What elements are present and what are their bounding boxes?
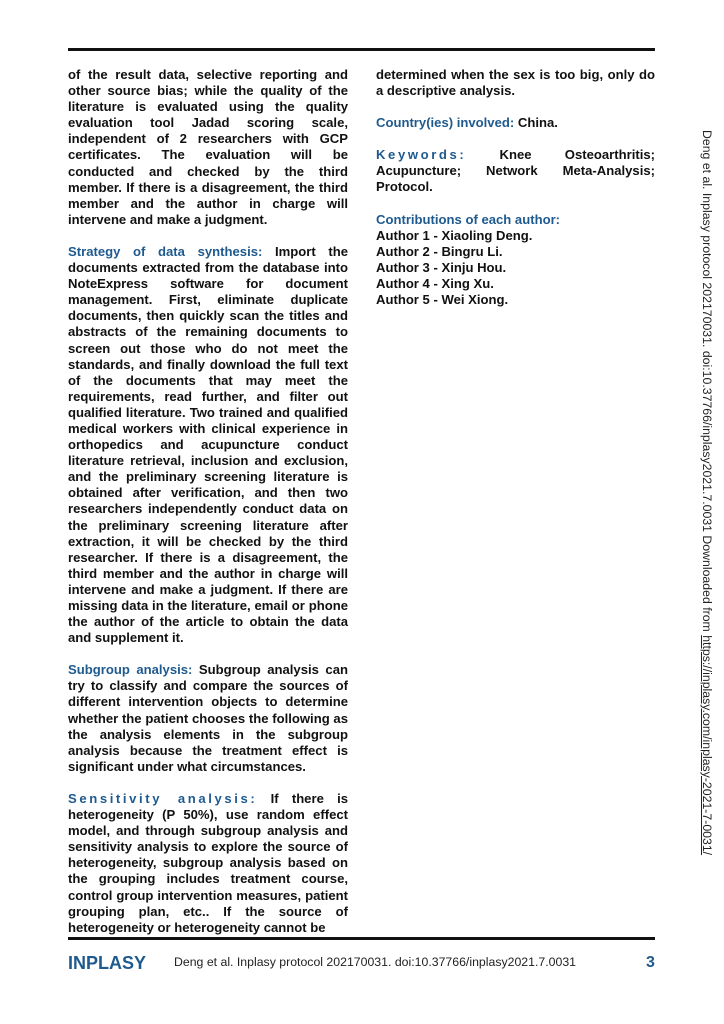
section-body: Knee Osteoarthritis; Acupuncture; Network Meta-Analysis; Protocol. [376, 147, 655, 195]
author-item: Author 4 - Xing Xu. [376, 275, 494, 291]
section-heading: Strategy of data synthesis: [68, 243, 263, 259]
footer-brand-logo: INPLASY [68, 953, 147, 973]
section-body: China. [514, 115, 558, 131]
page-number: 3 [646, 954, 655, 971]
section-subgroup-analysis [68, 662, 348, 775]
download-link[interactable]: https://inplasy.com/inplasy-2021-7-0031/ [700, 635, 714, 856]
side-note-text: Deng et al. Inplasy protocol 202170031. doi:10.37766/inplasy2021.7.0031 Downloaded from [700, 130, 714, 636]
section-body: Subgroup analysis can try to classify and compare the sources of different intervention objects to determine whether the patient chooses the following as the analysis elements in the subgroup analysis because the treatment effect is significant under what circumstances. [68, 662, 348, 774]
section-heading: Contributions of each author: [376, 211, 561, 227]
author-item: Author 3 - Xinju Hou. [376, 259, 507, 275]
section-body: Import the documents extracted from the database into NoteExpress software for document management. First, eliminate duplicate documents, then quickly scan the titles and abstracts of the remaining documents to screen out those who do not meet the standards, and finally download the full text of the documents that may meet the requirements, read further, and filter out qualified literature. Two trained and qualified medical workers with clinical experience in orthopedics and acupuncture conduct literature retrieval, inclusion and exclusion, and the preliminary screening literature is obtained after verification, and then two researchers independently conduct data on the preliminary screening literature after extraction, it will be checked by the third researcher. If there is a disagreement, the third member and the author in charge will intervene and make a judgment. If there are missing data in the literature, email or phone the author of the article to obtain the data and supplement it. [68, 243, 349, 646]
left-column [68, 67, 348, 952]
section-data-synthesis [68, 244, 348, 646]
section-heading: Sensitivity analysis: [68, 790, 258, 806]
continuation-paragraph: determined when the sex is too big, only do a descriptive analysis. [376, 67, 655, 99]
side-download-note [700, 130, 714, 880]
section-keywords [376, 147, 655, 195]
footer-rule [68, 937, 655, 940]
section-sensitivity-analysis [68, 791, 348, 936]
section-heading: Keywords: [376, 147, 467, 163]
author-item: Author 1 - Xiaoling Deng. [376, 227, 533, 243]
section-heading: Country(ies) involved: [376, 115, 515, 131]
continuation-paragraph: of the result data, selective reporting and other source bias; while the quality of the literature is evaluated using the quality evaluation tool Jadad scoring scale, independent of 2 researchers with GCP certificates. The evaluation will be conducted and checked by the third member. If there is a disagreement, the third member and the author in charge will intervene and make a judgment. [68, 67, 348, 227]
section-country [376, 115, 655, 131]
author-item: Author 5 - Wei Xiong. [376, 292, 509, 308]
section-heading: Subgroup analysis: [68, 662, 193, 678]
section-body: If there is heterogeneity (P 50%), use random effect model, and through subgroup analysis and sensitivity analysis to explore the source of heterogeneity, subgroup analysis based on the grouping includes treatment course, control group intervention measures, patient grouping plan, etc.. If the source of heterogeneity or heterogeneity cannot be [68, 790, 348, 935]
footer-citation: Deng et al. Inplasy protocol 202170031. doi:10.37766/inplasy2021.7.0031 [174, 955, 577, 969]
header-rule [68, 48, 655, 51]
right-column [376, 67, 655, 308]
section-contributions [376, 212, 655, 309]
author-item: Author 2 - Bingru Li. [376, 243, 503, 259]
